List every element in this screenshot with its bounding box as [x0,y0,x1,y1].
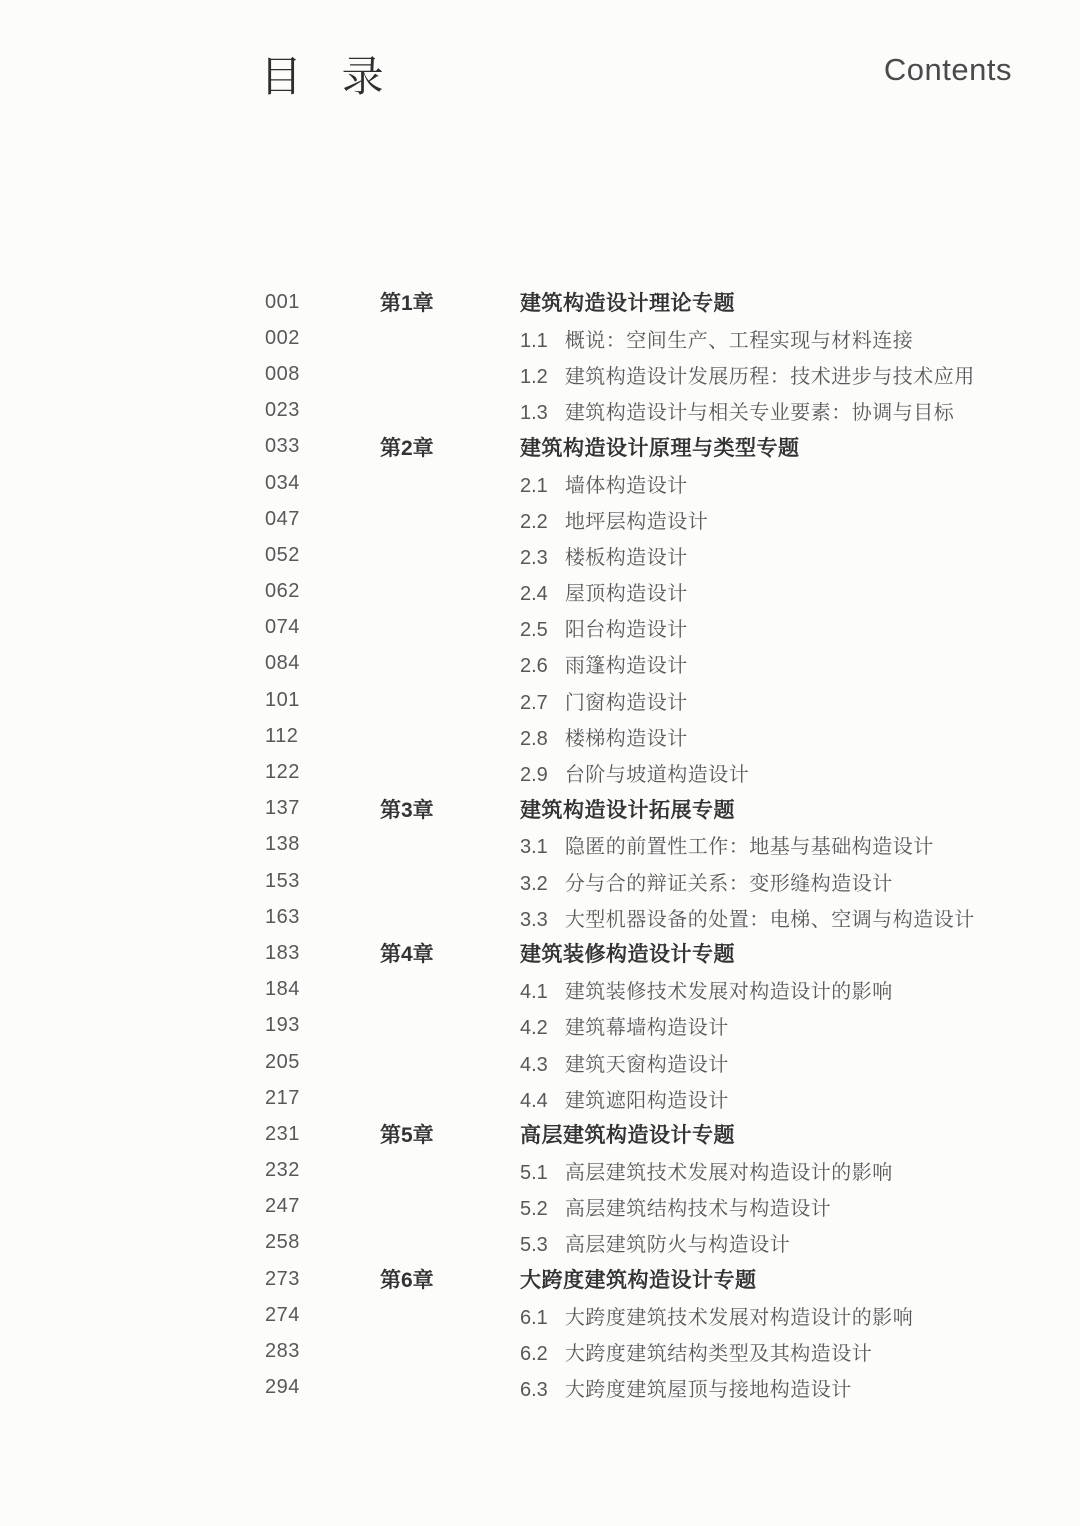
page-number: 273 [265,1267,300,1290]
toc-chapter-row [0,1261,1080,1297]
page-number: 138 [265,833,300,856]
section-title: 大跨度建筑技术发展对构造设计的影响 [564,1306,914,1329]
toc-section-row [0,972,1080,1008]
section-title-group [520,649,1080,678]
section-title-group [520,975,1080,1004]
page-number: 062 [265,580,300,603]
toc-chapter-row [0,429,1080,465]
section-title-group [520,867,1080,896]
section-title: 台阶与坡道构造设计 [564,764,750,787]
section-title: 门窗构造设计 [564,691,688,714]
page-number: 034 [265,471,300,494]
toc-section-row [0,1333,1080,1369]
toc-section-row [0,899,1080,935]
section-number: 6.3 [520,1379,548,1402]
toc-chapter-row [0,284,1080,320]
section-title-group [520,1373,1080,1402]
page-number: 217 [265,1086,300,1109]
section-title: 建筑构造设计与相关专业要素：协调与目标 [564,402,955,425]
section-title: 建筑构造设计发展历程：技术进步与技术应用 [564,365,975,388]
toc-section-row [0,610,1080,646]
section-title: 地坪层构造设计 [564,510,709,533]
page-number: 137 [265,797,300,820]
page-number: 283 [265,1340,300,1363]
section-number: 2.9 [520,764,548,787]
page-number: 193 [265,1014,300,1037]
toc-chapter-row [0,935,1080,971]
section-title: 概说：空间生产、工程实现与材料连接 [564,329,914,352]
chapter-title: 建筑构造设计理论专题 [520,292,735,316]
page-number: 047 [265,507,300,530]
chapter-label: 第2章 [380,436,434,460]
section-number: 3.2 [520,872,548,895]
toc-section-row [0,1189,1080,1225]
section-title: 建筑幕墙构造设计 [564,1017,729,1040]
section-title: 高层建筑技术发展对构造设计的影响 [564,1162,893,1185]
toc-section-row [0,1080,1080,1116]
page-number: 002 [265,326,300,349]
section-title-group [520,541,1080,570]
toc-section-row [0,682,1080,718]
section-title-group [520,469,1080,498]
section-title-group [520,830,1080,859]
page-number: 122 [265,761,300,784]
section-number: 2.4 [520,583,548,606]
section-title-group [520,1084,1080,1113]
toc-section-row [0,1225,1080,1261]
page-number: 112 [265,724,299,747]
toc-section-row [0,1370,1080,1406]
section-title-group [520,324,1080,353]
section-title: 楼梯构造设计 [564,727,688,750]
page-number: 052 [265,543,300,566]
section-title: 建筑遮阳构造设计 [564,1089,729,1112]
section-title-group [520,722,1080,751]
page-number: 008 [265,362,300,385]
section-number: 5.3 [520,1234,548,1257]
section-number: 2.8 [520,727,548,750]
section-number: 2.5 [520,619,548,642]
section-number: 1.1 [520,329,548,352]
chapter-title: 大跨度建筑构造设计专题 [520,1269,757,1293]
section-number: 5.1 [520,1162,548,1185]
section-number: 6.2 [520,1343,548,1366]
toc-section-row [0,827,1080,863]
section-title-group [520,1156,1080,1185]
page-number: 247 [265,1195,300,1218]
toc-section-row [0,465,1080,501]
page-number: 074 [265,616,300,639]
section-number: 4.2 [520,1017,548,1040]
toc-section-row [0,1153,1080,1189]
section-number: 5.2 [520,1198,548,1221]
chapter-title: 建筑构造设计原理与类型专题 [520,436,800,460]
section-title-group [520,613,1080,642]
chapter-label: 第4章 [380,943,434,967]
section-title: 屋顶构造设计 [564,583,688,606]
section-title: 高层建筑防火与构造设计 [564,1234,791,1257]
toc-section-row [0,718,1080,754]
section-title: 阳台构造设计 [564,619,688,642]
section-title: 建筑装修技术发展对构造设计的影响 [564,981,893,1004]
section-title-group [520,758,1080,787]
section-title-group [520,505,1080,534]
toc-section-row [0,863,1080,899]
section-number: 2.6 [520,655,548,678]
page-number: 274 [265,1303,300,1326]
page-number: 001 [265,290,300,313]
section-number: 6.1 [520,1306,548,1329]
section-title-group [520,577,1080,606]
toc-section-row [0,393,1080,429]
page-number: 163 [265,905,300,928]
toc-section-row [0,1044,1080,1080]
section-title-group [520,1192,1080,1221]
page-number: 023 [265,399,300,422]
toc-chapter-row [0,791,1080,827]
section-title: 建筑天窗构造设计 [564,1053,729,1076]
toc-chapter-row [0,1116,1080,1152]
page-number: 033 [265,435,300,458]
section-title: 大跨度建筑屋顶与接地构造设计 [564,1379,852,1402]
toc-section-row [0,320,1080,356]
chapter-title: 建筑构造设计拓展专题 [520,798,735,822]
section-number: 2.7 [520,691,548,714]
page-title-english: Contents [883,52,1012,87]
section-title-group [520,396,1080,425]
chapter-label: 第1章 [380,292,434,316]
section-number: 3.1 [520,836,548,859]
page-number: 258 [265,1231,300,1254]
chapter-title: 高层建筑构造设计专题 [520,1124,735,1148]
section-title-group [520,360,1080,389]
section-number: 3.3 [520,908,548,931]
chapter-label: 第6章 [380,1269,434,1293]
section-title-group [520,1048,1080,1077]
section-title: 雨篷构造设计 [564,655,688,678]
page-number: 184 [265,978,300,1001]
section-title-group [520,1337,1080,1366]
toc-section-row [0,646,1080,682]
section-title: 分与合的辩证关系：变形缝构造设计 [564,872,893,895]
page-number: 231 [265,1122,300,1145]
page-number: 084 [265,652,300,675]
section-number: 2.2 [520,510,548,533]
toc-section-row [0,501,1080,537]
toc-section-row [0,356,1080,392]
page-number: 101 [265,688,300,711]
page-number: 205 [265,1050,300,1073]
toc-list [0,284,1080,1406]
chapter-label: 第3章 [380,798,434,822]
section-title-group [520,1011,1080,1040]
section-title-group [520,1301,1080,1330]
toc-section-row [0,1297,1080,1333]
section-title: 隐匿的前置性工作：地基与基础构造设计 [564,836,934,859]
chapter-title: 建筑装修构造设计专题 [520,943,735,967]
toc-section-row [0,754,1080,790]
section-number: 2.1 [520,474,548,497]
section-number: 2.3 [520,546,548,569]
toc-section-row [0,574,1080,610]
section-number: 1.3 [520,402,548,425]
page-number: 294 [265,1376,300,1399]
section-number: 4.1 [520,981,548,1004]
toc-section-row [0,537,1080,573]
section-title: 大型机器设备的处置：电梯、空调与构造设计 [564,908,975,931]
section-title-group [520,903,1080,932]
section-title-group [520,686,1080,715]
section-title: 楼板构造设计 [564,546,688,569]
chapter-label: 第5章 [380,1124,434,1148]
section-title: 高层建筑结构技术与构造设计 [564,1198,832,1221]
section-title-group [520,1228,1080,1257]
section-number: 4.3 [520,1053,548,1076]
page-title: 目 录 [260,53,398,100]
page-number: 232 [265,1159,300,1182]
section-title: 墙体构造设计 [564,474,688,497]
section-number: 4.4 [520,1089,548,1112]
page-number: 183 [265,941,300,964]
toc-section-row [0,1008,1080,1044]
page-number: 153 [265,869,300,892]
section-number: 1.2 [520,365,548,388]
section-title: 大跨度建筑结构类型及其构造设计 [564,1343,873,1366]
